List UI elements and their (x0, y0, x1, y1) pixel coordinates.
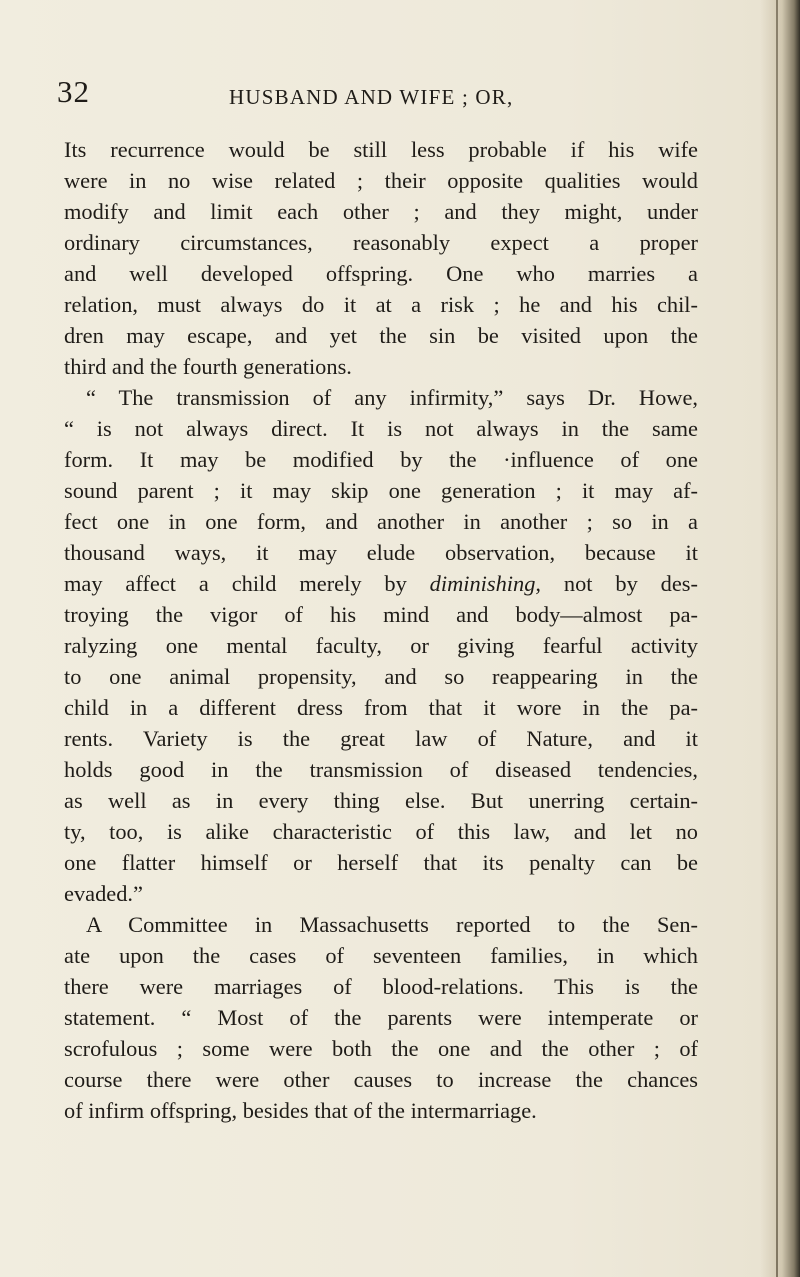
text-line: there were marriages of blood-relations. This is the (64, 974, 698, 999)
page-number: 32 (57, 74, 90, 109)
text-line: and well developed offspring. One who marries a (64, 261, 698, 286)
running-head: HUSBAND AND WIFE ; OR, (229, 85, 514, 109)
text-line: “ The transmission of any infirmity,” says Dr. Howe, (86, 385, 698, 410)
body-text (64, 134, 698, 1126)
text-line: troying the vigor of his mind and body—almost pa- (64, 602, 698, 627)
text-line: child in a different dress from that it wore in the pa- (64, 695, 698, 720)
text-line: holds good in the transmission of diseased tendencies, (64, 757, 698, 782)
text-line: modify and limit each other ; and they might, under (64, 199, 698, 224)
binding-edge-line (776, 0, 778, 1277)
text-line: course there were other causes to increase the chances (64, 1067, 698, 1092)
text-line: form. It may be modified by the ·influence of one (64, 447, 698, 472)
text-line: to one animal propensity, and so reappearing in the (64, 664, 698, 689)
text-line: dren may escape, and yet the sin be visited upon the (64, 323, 698, 348)
text-line: statement. “ Most of the parents were intemperate or (64, 1005, 698, 1030)
text-line: rents. Variety is the great law of Nature, and it (64, 726, 698, 751)
text-line: ralyzing one mental faculty, or giving fearful activity (64, 633, 698, 658)
text-line: “ is not always direct. It is not always in the same (64, 416, 698, 441)
text-line: relation, must always do it at a risk ; he and his chil- (64, 292, 698, 317)
text-line: ordinary circumstances, reasonably expect a proper (64, 230, 698, 255)
text-line: Its recurrence would be still less probable if his wife (64, 137, 698, 162)
text-line: scrofulous ; some were both the one and the other ; of (64, 1036, 698, 1061)
text-line: one flatter himself or herself that its penalty can be (64, 850, 698, 875)
text-line: third and the fourth generations. (64, 354, 352, 379)
text-line: of infirm offspring, besides that of the intermarriage. (64, 1098, 537, 1123)
text-segment: may affect a child merely by (64, 571, 430, 596)
text-line: ate upon the cases of seventeen families, in which (64, 943, 698, 968)
text-line: evaded.” (64, 881, 143, 906)
text-line: as well as in every thing else. But unerring certain- (64, 788, 698, 813)
text-line: thousand ways, it may elude observation, because it (64, 540, 698, 565)
text-segment: not by des- (541, 571, 698, 596)
text-line: fect one in one form, and another in another ; so in a (64, 509, 698, 534)
text-line: A Committee in Massachusetts reported to the Sen- (86, 912, 698, 937)
text-line: were in no wise related ; their opposite qualities would (64, 168, 698, 193)
italic-word: diminishing, (429, 571, 542, 596)
text-line: sound parent ; it may skip one generation ; it may af- (64, 478, 698, 503)
text-line-with-italic (64, 568, 698, 599)
page-edge-shadow (760, 0, 800, 1277)
text-line: ty, too, is alike characteristic of this law, and let no (64, 819, 698, 844)
